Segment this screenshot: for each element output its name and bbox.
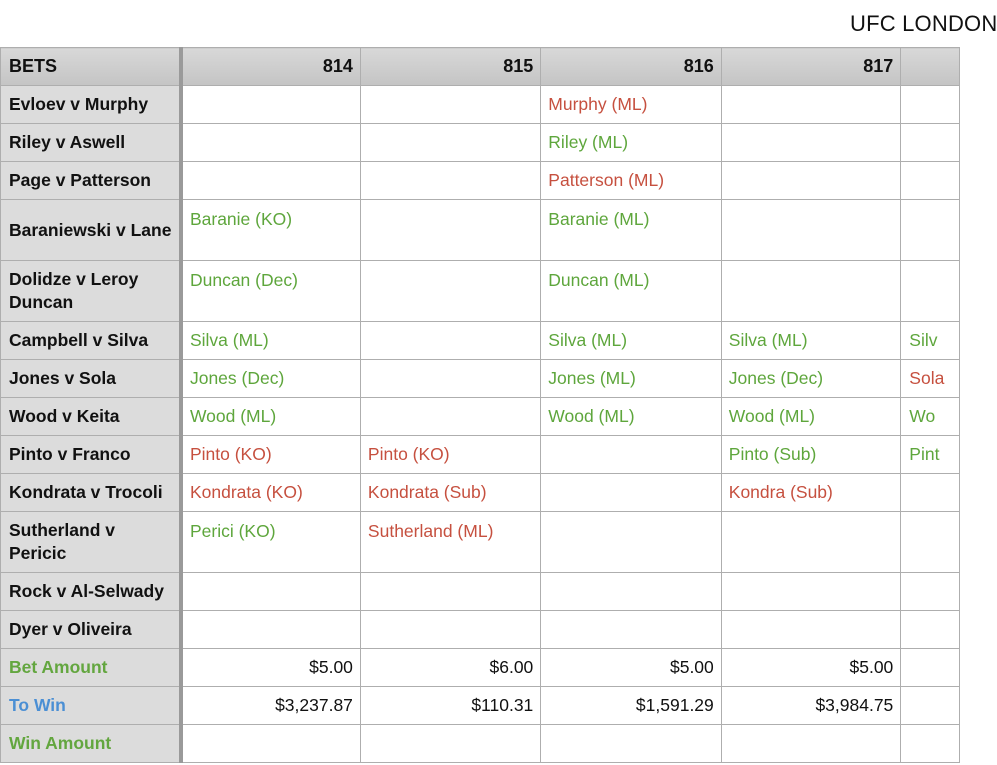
bet-cell[interactable]: Sutherland (ML) [360, 512, 540, 573]
bets-table [0, 47, 960, 763]
amount-cell[interactable] [721, 725, 901, 763]
amount-cell[interactable]: $1,591.29 [541, 687, 721, 725]
column-header[interactable]: 814 [181, 48, 360, 86]
column-header[interactable]: 815 [360, 48, 540, 86]
table-row [1, 124, 960, 162]
bet-cell[interactable]: Wood (ML) [181, 398, 360, 436]
bet-cell[interactable] [360, 573, 540, 611]
table-row [1, 322, 960, 360]
bet-cell[interactable] [360, 360, 540, 398]
bet-cell[interactable] [541, 436, 721, 474]
bet-cell[interactable]: Silv [901, 322, 960, 360]
bet-cell[interactable] [721, 86, 901, 124]
table-row [1, 474, 960, 512]
amount-cell[interactable] [541, 725, 721, 763]
bet-cell[interactable] [360, 398, 540, 436]
bet-cell[interactable] [901, 512, 960, 573]
summary-row [1, 725, 960, 763]
bet-cell[interactable]: Sola [901, 360, 960, 398]
bet-cell[interactable] [721, 611, 901, 649]
corner-header[interactable]: BETS [1, 48, 181, 86]
bet-cell[interactable]: Baranie (ML) [541, 200, 721, 261]
summary-label[interactable]: Bet Amount [1, 649, 181, 687]
bet-cell[interactable] [360, 124, 540, 162]
bet-cell[interactable] [721, 200, 901, 261]
table-row [1, 573, 960, 611]
amount-cell[interactable]: $6.00 [360, 649, 540, 687]
bet-cell[interactable]: Baranie (KO) [181, 200, 360, 261]
table-row [1, 398, 960, 436]
column-header[interactable]: 817 [721, 48, 901, 86]
bet-cell[interactable]: Silva (ML) [541, 322, 721, 360]
bet-cell[interactable]: Perici (KO) [181, 512, 360, 573]
bet-cell[interactable]: Duncan (Dec) [181, 261, 360, 322]
amount-cell[interactable] [901, 725, 960, 763]
bet-cell[interactable] [721, 573, 901, 611]
amount-cell[interactable] [360, 725, 540, 763]
bet-cell[interactable] [901, 200, 960, 261]
bet-cell[interactable]: Pint [901, 436, 960, 474]
table-row [1, 611, 960, 649]
bet-cell[interactable]: Jones (Dec) [721, 360, 901, 398]
bet-cell[interactable]: Jones (Dec) [181, 360, 360, 398]
bet-cell[interactable]: Silva (ML) [721, 322, 901, 360]
column-header[interactable] [901, 48, 960, 86]
bet-cell[interactable]: Jones (ML) [541, 360, 721, 398]
bet-cell[interactable]: Silva (ML) [181, 322, 360, 360]
bet-cell[interactable]: Patterson (ML) [541, 162, 721, 200]
row-label[interactable]: Dolidze v Leroy Duncan [1, 261, 181, 322]
bet-cell[interactable] [901, 573, 960, 611]
table-row [1, 512, 960, 573]
row-label[interactable]: Kondrata v Trocoli [1, 474, 181, 512]
bet-cell[interactable] [901, 162, 960, 200]
bet-cell[interactable] [541, 611, 721, 649]
bet-cell[interactable] [360, 200, 540, 261]
amount-cell[interactable] [181, 725, 360, 763]
bet-cell[interactable] [721, 261, 901, 322]
bet-cell[interactable]: Kondrata (KO) [181, 474, 360, 512]
summary-label[interactable]: To Win [1, 687, 181, 725]
bet-cell[interactable]: Wo [901, 398, 960, 436]
bet-cell[interactable] [901, 261, 960, 322]
table-row [1, 162, 960, 200]
bet-cell[interactable] [541, 474, 721, 512]
summary-row [1, 687, 960, 725]
row-label[interactable]: Jones v Sola [1, 360, 181, 398]
bet-cell[interactable] [901, 474, 960, 512]
bet-cell[interactable] [181, 611, 360, 649]
bet-cell[interactable]: Murphy (ML) [541, 86, 721, 124]
table-row [1, 261, 960, 322]
table-row [1, 200, 960, 261]
table-row [1, 436, 960, 474]
bet-cell[interactable] [541, 573, 721, 611]
bet-cell[interactable] [360, 261, 540, 322]
bet-cell[interactable] [181, 162, 360, 200]
row-label[interactable]: Rock v Al-Selwady [1, 573, 181, 611]
bet-cell[interactable]: Riley (ML) [541, 124, 721, 162]
bet-cell[interactable] [721, 124, 901, 162]
bet-cell[interactable] [181, 86, 360, 124]
bet-cell[interactable]: Pinto (Sub) [721, 436, 901, 474]
row-label[interactable]: Evloev v Murphy [1, 86, 181, 124]
bet-cell[interactable]: Wood (ML) [541, 398, 721, 436]
bet-cell[interactable]: Wood (ML) [721, 398, 901, 436]
row-label[interactable]: Sutherland v Pericic [1, 512, 181, 573]
bet-cell[interactable] [901, 611, 960, 649]
bet-cell[interactable]: Duncan (ML) [541, 261, 721, 322]
bet-cell[interactable]: Kondrata (Sub) [360, 474, 540, 512]
row-label[interactable]: Pinto v Franco [1, 436, 181, 474]
bet-cell[interactable] [721, 512, 901, 573]
bet-cell[interactable]: Pinto (KO) [360, 436, 540, 474]
summary-row [1, 649, 960, 687]
bet-cell[interactable] [360, 322, 540, 360]
document-title: UFC LONDON [850, 11, 997, 36]
bet-cell[interactable] [901, 86, 960, 124]
row-label[interactable]: Dyer v Oliveira [1, 611, 181, 649]
amount-cell[interactable]: $5.00 [541, 649, 721, 687]
bet-cell[interactable]: Kondra (Sub) [721, 474, 901, 512]
row-label[interactable]: Baraniewski v Lane [1, 200, 181, 261]
bet-cell[interactable] [181, 573, 360, 611]
row-label[interactable]: Page v Patterson [1, 162, 181, 200]
amount-cell[interactable]: $5.00 [721, 649, 901, 687]
row-label[interactable]: Wood v Keita [1, 398, 181, 436]
bet-cell[interactable] [541, 512, 721, 573]
amount-cell[interactable]: $3,984.75 [721, 687, 901, 725]
bet-cell[interactable] [901, 124, 960, 162]
amount-cell[interactable]: $5.00 [181, 649, 360, 687]
bet-cell[interactable] [721, 162, 901, 200]
amount-cell[interactable]: $3,237.87 [181, 687, 360, 725]
bet-cell[interactable] [181, 124, 360, 162]
table-row [1, 360, 960, 398]
amount-cell[interactable] [901, 649, 960, 687]
bet-cell[interactable]: Pinto (KO) [181, 436, 360, 474]
bet-cell[interactable] [360, 611, 540, 649]
summary-label[interactable]: Win Amount [1, 725, 181, 763]
amount-cell[interactable] [901, 687, 960, 725]
bet-cell[interactable] [360, 86, 540, 124]
header-row [1, 48, 960, 86]
bet-cell[interactable] [360, 162, 540, 200]
row-label[interactable]: Riley v Aswell [1, 124, 181, 162]
column-header[interactable]: 816 [541, 48, 721, 86]
table-row [1, 86, 960, 124]
row-label[interactable]: Campbell v Silva [1, 322, 181, 360]
amount-cell[interactable]: $110.31 [360, 687, 540, 725]
